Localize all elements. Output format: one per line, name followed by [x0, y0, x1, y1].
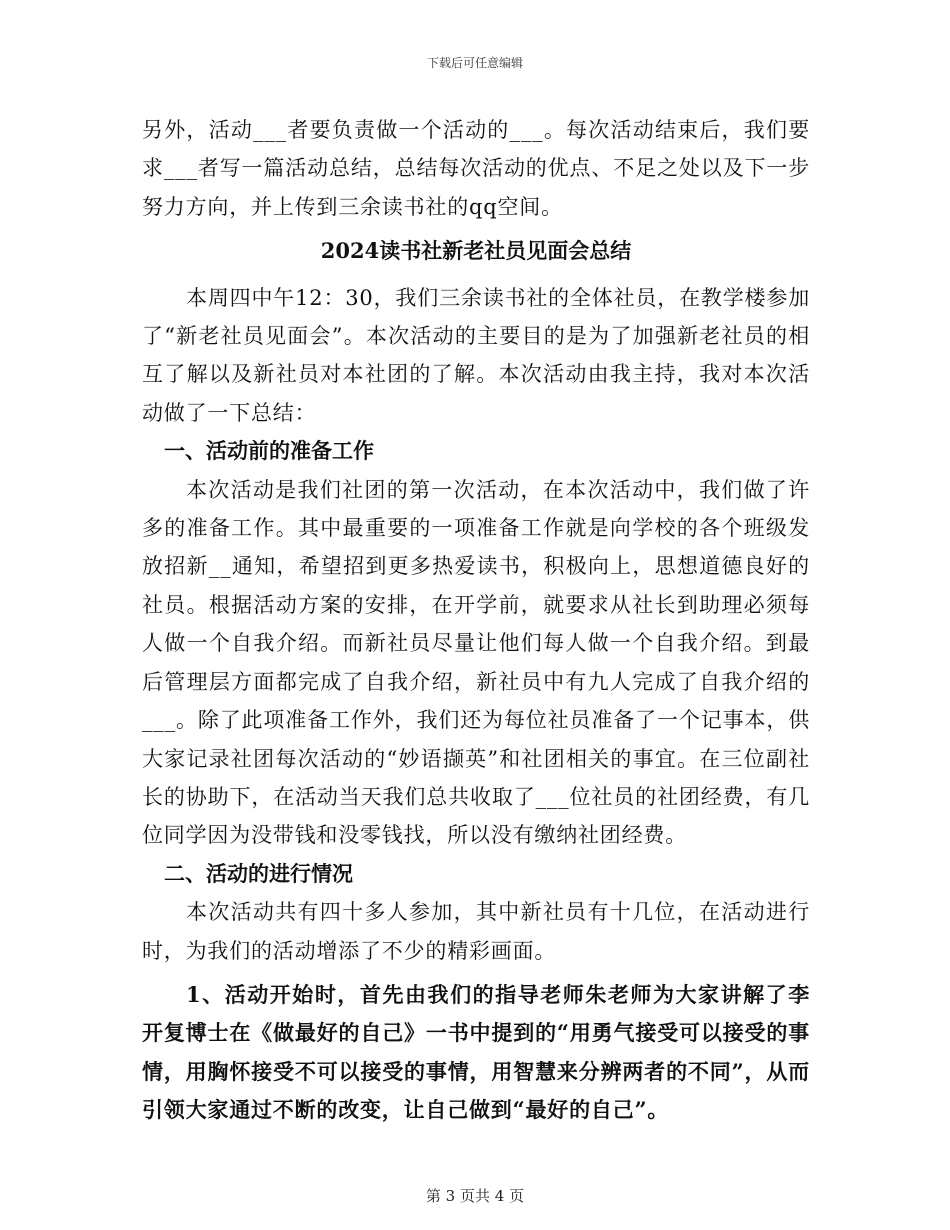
page-footer: 第 3 页共 4 页	[425, 1187, 525, 1205]
section-heading-preparation: 一、活动前的准备工作	[164, 438, 374, 464]
point-1-paragraph: 1、活动开始时，首先由我们的指导老师朱老师为大家讲解了李开复博士在《做最好的自己》一书中提到的“用勇气接受可以接受的事情，用胸怀接受不可以接受的事情，用智慧来分辨两者的不同”，从而引领大家通过不断的改变，让自己做到“最好的自己”。	[142, 981, 810, 1123]
document-title: 2024读书社新老社员见面会总结	[320, 238, 632, 264]
section-body-preparation: 本次活动是我们社团的第一次活动，在本次活动中，我们做了许多的准备工作。其中最重要的一项准备工作就是向学校的各个班级发放招新__通知，希望招到更多热爱读书，积极向上，思想道德良好的社员。根据活动方案的安排，在开学前，就要求从社长到助理必须每人做一个自我介绍。而新社员尽量让他们每人做一个自我介绍。到最后管理层方面都完成了自我介绍，新社员中有九人完成了自我介绍的___。除了此项准备工作外，我们还为每位社员准备了一个记事本，供大家记录社团每次活动的“妙语撷英”和社团相关的事宜。在三位副社长的协助下，在活动当天我们总共收取了___位社员的社团经费，有几位同学因为没带钱和没零钱找，所以没有缴纳社团经费。	[142, 477, 810, 848]
section-body-progress: 本次活动共有四十多人参加，其中新社员有十几位，在活动进行时，为我们的活动增添了不少的精彩画面。	[142, 900, 810, 963]
opening-paragraph: 本周四中午12：30，我们三余读书社的全体社员，在教学楼参加了“新老社员见面会”。本次活动的主要目的是为了加强新老社员的相互了解以及新社员对本社团的了解。本次活动由我主持，我对本次活动做了一下总结：	[142, 285, 810, 425]
intro-paragraph: 另外，活动___者要负责做一个活动的___。每次活动结束后，我们要求___者写一篇活动总结，总结每次活动的优点、不足之处以及下一步努力方向，并上传到三余读书社的qq空间。	[142, 118, 810, 219]
document-body	[142, 111, 810, 1130]
page-header: 下载后可任意编辑	[426, 56, 523, 70]
section-heading-progress: 二、活动的进行情况	[164, 860, 353, 886]
